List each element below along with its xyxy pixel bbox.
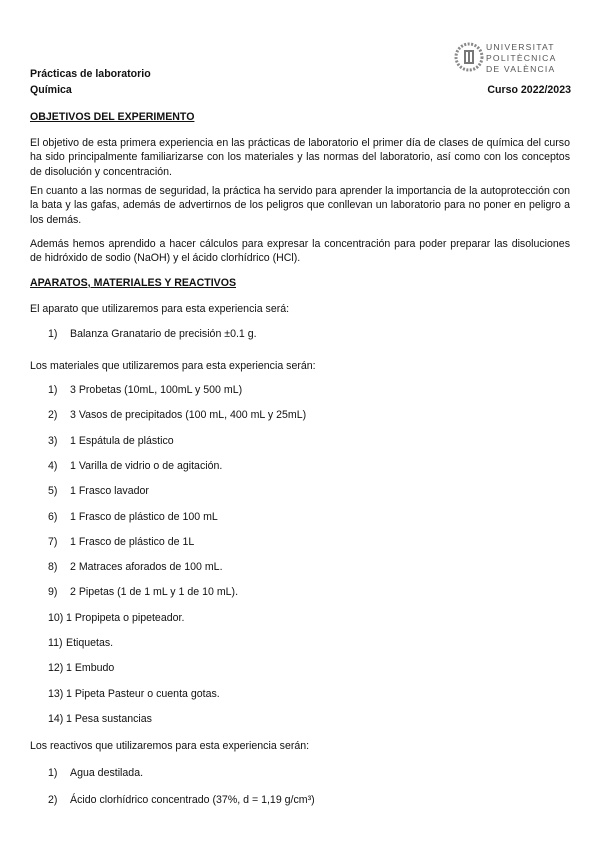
list-number: 9) (48, 586, 58, 599)
list-number: 1) (48, 328, 58, 340)
list-number: 7) (48, 535, 58, 548)
list-item (48, 688, 220, 700)
list-text: 1 Pipeta Pasteur o cuenta gotas. (66, 687, 220, 700)
list-text: Balanza Granatario de precisión ±0.1 g. (70, 328, 257, 340)
list-text: 3 Vasos de precipitados (100 mL, 400 mL y 25mL) (70, 409, 307, 422)
list-text: Agua destilada. (70, 767, 144, 779)
list-number: 3) (48, 434, 58, 447)
logo-text-line: UNIVERSITAT (486, 42, 555, 52)
list-item (48, 384, 242, 396)
list-text: 1 Varilla de vidrio o de agitación. (70, 459, 223, 472)
list-text: 3 Probetas (10mL, 100mL y 500 mL) (70, 384, 243, 396)
paragraph: El objetivo de esta primera experiencia en las prácticas de laboratorio el primer día de clases de química del curso ha sido principalmente familiarizarse con los materiales y las normas del laboratorio, así como con los conceptos de disolución y concentración. (30, 137, 570, 178)
university-logo (454, 40, 564, 78)
list-text: 1 Pesa sustancias (66, 712, 152, 725)
list-number: 11) (48, 637, 63, 649)
list-number: 1) (48, 384, 58, 396)
section-heading-objetivos: OBJETIVOS DEL EXPERIMENTO (30, 111, 195, 123)
header-course: Curso 2022/2023 (487, 84, 571, 96)
list-text: 1 Frasco de plástico de 100 mL (70, 510, 218, 523)
list-item (48, 586, 238, 598)
list-number: 4) (48, 459, 58, 472)
logo-text-line: DE VALÈNCIA (486, 64, 556, 74)
list-text: Ácido clorhídrico concentrado (37%, d = 1,19 g/cm³) (70, 794, 315, 806)
list-number: 5) (48, 485, 58, 498)
list-text: 2 Matraces aforados de 100 mL. (70, 561, 223, 574)
list-item (48, 794, 315, 806)
aparato-intro: El aparato que utilizaremos para esta experiencia será: (30, 303, 290, 315)
logo-text-line: POLITÈCNICA (486, 53, 557, 63)
list-text: Etiquetas. (66, 637, 114, 649)
list-number: 2) (48, 409, 58, 422)
list-text: 2 Pipetas (1 de 1 mL y 1 de 10 mL). (70, 586, 239, 599)
header-subject-2: Química (30, 84, 72, 96)
section-heading-aparatos: APARATOS, MATERIALES Y REACTIVOS (30, 277, 237, 289)
list-text: 1 Embudo (66, 662, 115, 675)
paragraph: En cuanto a las normas de seguridad, la práctica ha servido para aprender la importancia de la autoprotección con la bata y las gafas, además de advertirnos de los peligros que conllevan un laboratorio para no poner en peligro a los demás. (30, 185, 570, 226)
list-item (48, 511, 218, 523)
list-text: 1 Frasco de plástico de 1L (70, 535, 195, 548)
list-item (48, 561, 223, 573)
list-item (48, 409, 306, 421)
list-text: 1 Frasco lavador (70, 485, 149, 498)
list-item (48, 713, 152, 725)
list-number: 10) (48, 611, 64, 624)
list-number: 1) (48, 767, 58, 779)
list-item (48, 612, 184, 624)
list-item (48, 485, 149, 497)
list-item (48, 328, 257, 340)
reactivos-intro: Los reactivos que utilizaremos para esta experiencia serán: (30, 740, 310, 752)
list-item (48, 637, 113, 649)
list-number: 2) (48, 794, 58, 806)
list-number: 13) (48, 687, 64, 700)
list-text: 1 Propipeta o pipeteador. (66, 611, 185, 624)
list-number: 12) (48, 662, 64, 675)
list-item (48, 435, 174, 447)
list-item (48, 662, 114, 674)
list-number: 8) (48, 561, 58, 574)
list-item (48, 767, 143, 779)
list-number: 6) (48, 510, 58, 523)
university-seal-icon (454, 40, 484, 74)
list-text: 1 Espátula de plástico (70, 434, 174, 447)
list-item (48, 460, 222, 472)
materiales-intro: Los materiales que utilizaremos para esta experiencia serán: (30, 360, 316, 372)
list-item (48, 536, 194, 548)
list-number: 14) (48, 712, 64, 725)
header-subject: Prácticas de laboratorio (30, 68, 151, 80)
paragraph: Además hemos aprendido a hacer cálculos para expresar la concentración para poder preparar las disoluciones de hidróxido de sodio (NaOH) y el ácido clorhídrico (HCl). (30, 238, 570, 265)
